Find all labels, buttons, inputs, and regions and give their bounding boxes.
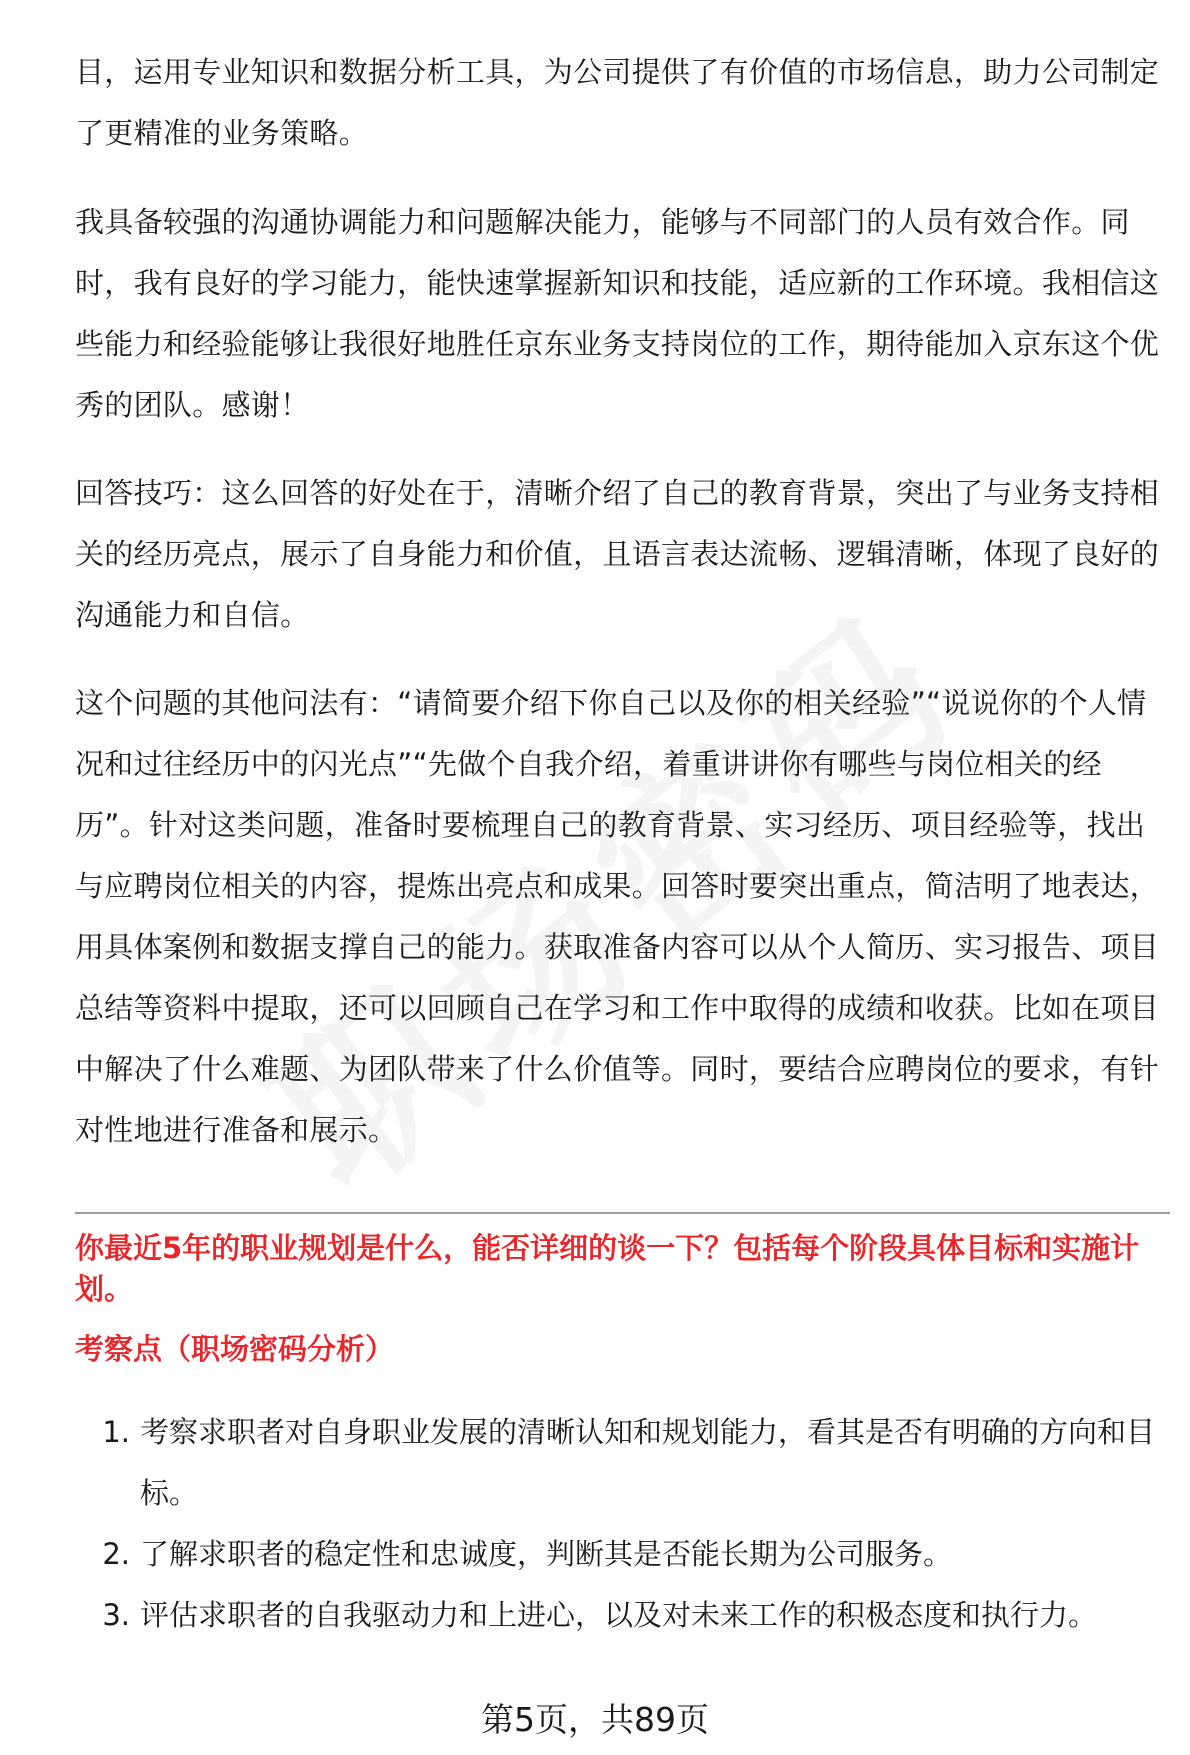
section-divider (75, 1212, 1170, 1214)
list-item-text: 了解求职者的稳定性和忠诚度，判断其是否能长期为公司服务。 (140, 1537, 953, 1571)
focus-points-title: 考察点（职场密码分析） (75, 1332, 395, 1366)
list-item-text: 考察求职者对自身职业发展的清晰认知和规划能力，看其是否有明确的方向和目标。 (140, 1415, 1156, 1510)
list-item (75, 1524, 1170, 1585)
question-heading: 你最近5年的职业规划是什么，能否详细的谈一下？包括每个阶段具体目标和实施计划。 (75, 1231, 1140, 1306)
paragraph-continuation: 目，运用专业知识和数据分析工具，为公司提供了有价值的市场信息，助力公司制定了更精准的业务策略。 (75, 55, 1160, 150)
paragraph-answer-tips: 回答技巧：这么回答的好处在于，清晰介绍了自己的教育背景，突出了与业务支持相关的经历亮点，展示了自身能力和价值，且语言表达流畅、逻辑清晰，体现了良好的沟通能力和自信。 (75, 476, 1160, 632)
page-number-footer: 第5页，共89页 (481, 1700, 709, 1739)
list-item-number: 2. (102, 1537, 130, 1571)
list-item (75, 1585, 1170, 1646)
list-item-text: 评估求职者的自我驱动力和上进心，以及对未来工作的积极态度和执行力。 (140, 1598, 1098, 1632)
paragraph-abilities: 我具备较强的沟通协调能力和问题解决能力，能够与不同部门的人员有效合作。同时，我有良好的学习能力，能快速掌握新知识和技能，适应新的工作环境。我相信这些能力和经验能够让我很好地胜任京东业务支持岗位的工作，期待能加入京东这个优秀的团队。感谢！ (75, 205, 1160, 422)
list-item-number: 3. (102, 1598, 130, 1632)
paragraph-alternative-questions: 这个问题的其他问法有：“请简要介绍下你自己以及你的相关经验”“说说你的个人情况和过往经历中的闪光点”“先做个自我介绍，着重讲讲你有哪些与岗位相关的经历”。针对这类问题，准备时要梳理自己的教育背景、实习经历、项目经验等，找出与应聘岗位相关的内容，提炼出亮点和成果。回答时要突出重点，简洁明了地表达，用具体案例和数据支撑自己的能力。获取准备内容可以从个人简历、实习报告、项目总结等资料中提取，还可以回顾自己在学习和工作中取得的成绩和收获。比如在项目中解决了什么难题、为团队带来了什么价值等。同时，要结合应聘岗位的要求，有针对性地进行准备和展示。 (75, 686, 1160, 1147)
list-item (75, 1402, 1170, 1524)
list-item-number: 1. (102, 1415, 130, 1449)
focus-points-list (75, 1402, 1170, 1646)
